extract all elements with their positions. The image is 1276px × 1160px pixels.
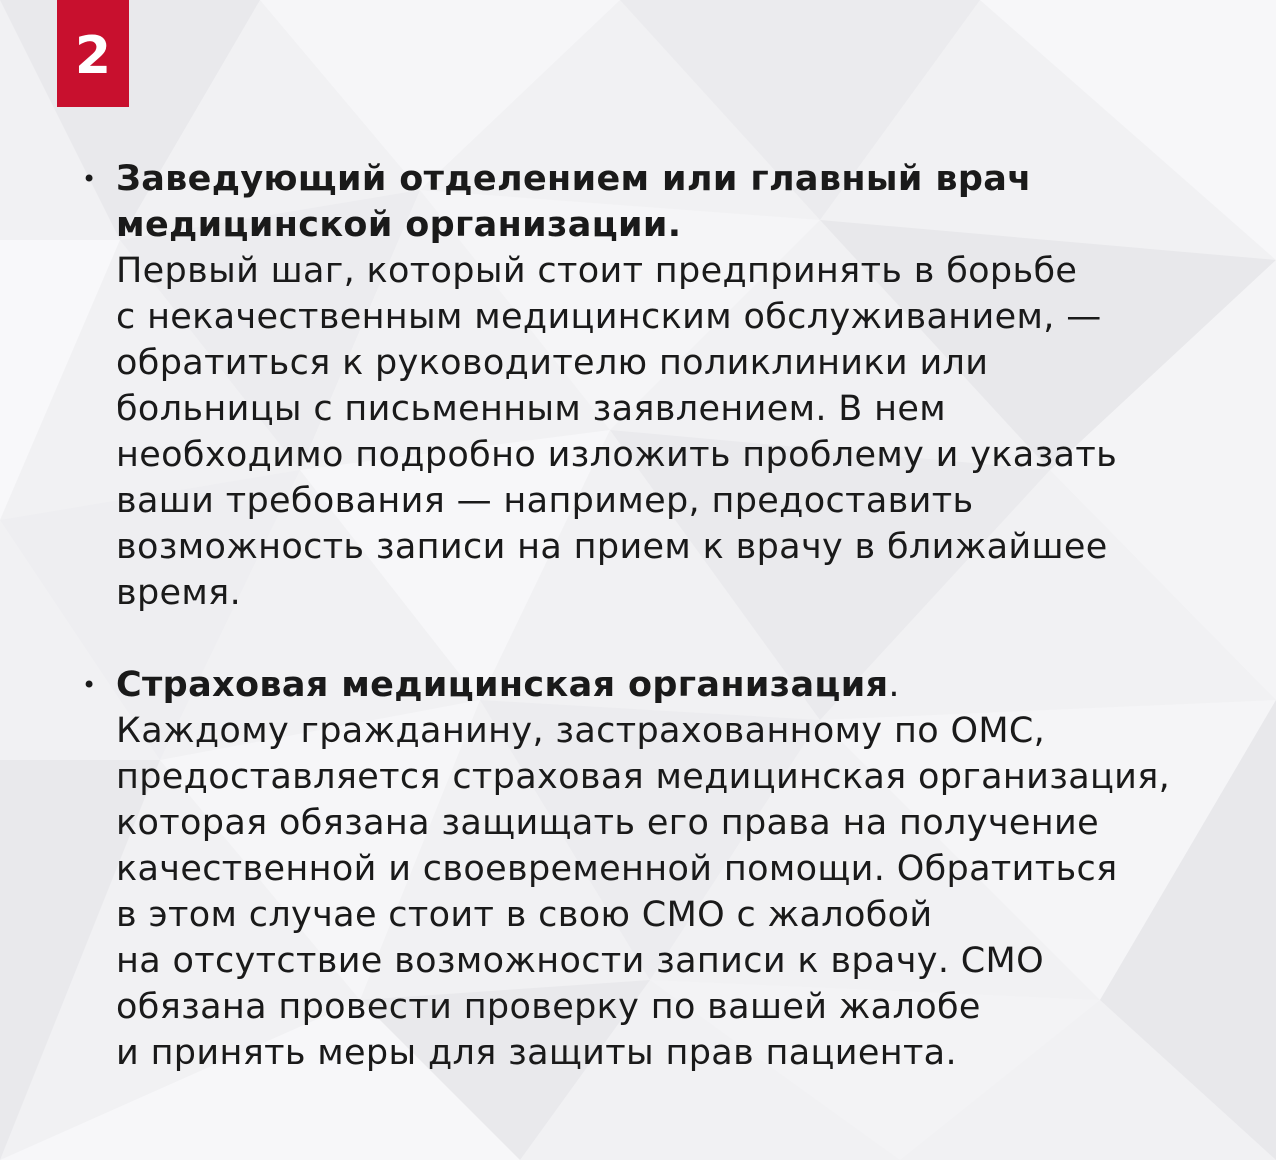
heading-line: [116, 662, 1248, 708]
heading-text: Страховая медицинская организация: [116, 665, 889, 705]
list-item-head-of-department: [78, 156, 1248, 616]
text-line: качественной и своевременной помощи. Обратиться: [116, 849, 1118, 889]
text-line: возможность записи на прием к врачу в ближайшее: [116, 527, 1108, 567]
text-line: Каждому гражданину, застрахованному по ОМС,: [116, 711, 1046, 751]
text-line: которая обязана защищать его права на получение: [116, 803, 1099, 843]
slide-number: 2: [74, 25, 112, 86]
text-line: больницы с письменным заявлением. В нем: [116, 389, 947, 429]
heading-line: медицинской организации.: [116, 205, 682, 245]
heading-line: Заведующий отделением или главный врач: [116, 159, 1032, 199]
text-line: и принять меры для защиты прав пациента.: [116, 1033, 957, 1073]
text-line: время.: [116, 573, 242, 613]
bullet-icon: •: [82, 671, 97, 699]
text-line: обратиться к руководителю поликлиники или: [116, 343, 989, 383]
item-heading: [116, 662, 1248, 708]
heading-suffix: .: [888, 665, 900, 705]
text-line: необходимо подробно изложить проблему и указать: [116, 435, 1118, 475]
slide-number-badge: [57, 0, 129, 107]
text-line: предоставляется страховая медицинская организация,: [116, 757, 1171, 797]
item-text: [116, 248, 1248, 616]
item-heading: [116, 156, 1248, 248]
text-line: в этом случае стоит в свою СМО с жалобой: [116, 895, 933, 935]
text-line: Первый шаг, который стоит предпринять в борьбе: [116, 251, 1078, 291]
bullet-icon: •: [82, 165, 97, 193]
text-line: на отсутствие возможности записи к врачу. СМО: [116, 941, 1045, 981]
text-line: ваши требования — например, предоставить: [116, 481, 974, 521]
list-item-insurance-organization: [78, 662, 1248, 1076]
text-line: обязана провести проверку по вашей жалобе: [116, 987, 981, 1027]
item-text: [116, 708, 1248, 1076]
content-list: [78, 156, 1248, 1076]
text-line: с некачественным медицинским обслуживанием, —: [116, 297, 1102, 337]
